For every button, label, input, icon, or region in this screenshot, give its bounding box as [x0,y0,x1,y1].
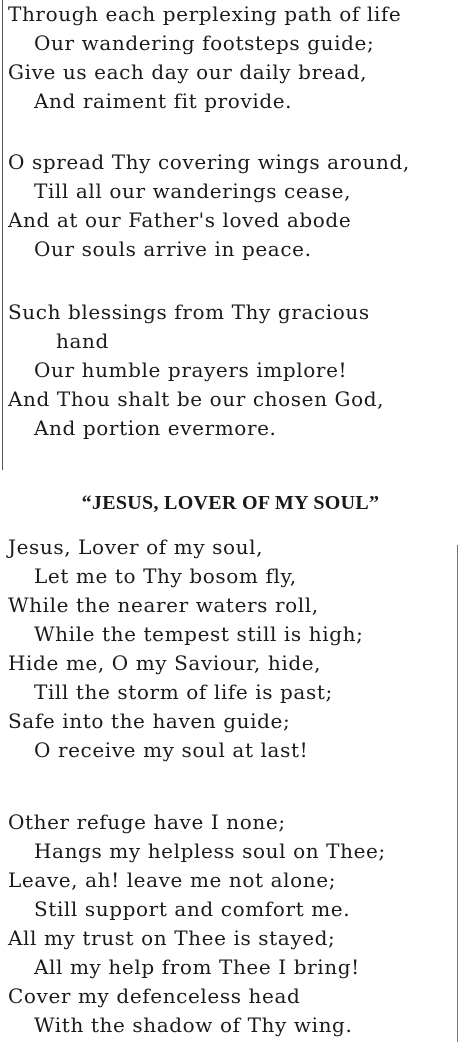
verse-line: Our souls arrive in peace. [34,237,312,261]
verse-line: And at our Father's loved abode [8,208,352,232]
verse-line: While the nearer waters roll, [8,593,319,617]
verse-line: Still support and comfort me. [34,897,351,921]
verse-line: All my trust on Thee is stayed; [8,926,336,950]
verse-line: O spread Thy covering wings around, [8,150,410,174]
verse-line: Our wandering footsteps guide; [34,31,375,55]
column-rule-left [2,0,3,470]
verse-line: With the shadow of Thy wing. [34,1013,353,1037]
hymn2-stanza-1 [8,533,460,765]
verse-line: And Thou shalt be our chosen God, [8,387,385,411]
verse-line: Cover my defenceless head [8,984,301,1008]
verse-line: Till the storm of life is past; [34,680,333,704]
verse-line: hand [56,329,109,353]
verse-line: While the tempest still is high; [34,622,364,646]
hymn1-stanza-3 [8,298,460,443]
hymn2-stanza-2 [8,808,460,1040]
verse-line: Let me to Thy bosom fly, [34,564,297,588]
verse-line: And raiment fit provide. [34,89,293,113]
verse-line: Leave, ah! leave me not alone; [8,868,337,892]
verse-line: O receive my soul at last! [34,738,309,762]
verse-line: All my help from Thee I bring! [34,955,360,979]
verse-line: Give us each day our daily bread, [8,60,368,84]
verse-line: And portion evermore. [34,416,277,440]
verse-line: Hangs my helpless soul on Thee; [34,839,386,863]
verse-line: Through each perplexing path of life [8,2,402,26]
verse-line: Till all our wanderings cease, [34,179,352,203]
verse-line: Other refuge have I none; [8,810,286,834]
verse-line: Jesus, Lover of my soul, [8,535,264,559]
hymn1-stanza-2 [8,148,460,264]
verse-line: Our humble prayers implore! [34,358,348,382]
verse-line: Safe into the haven guide; [8,709,291,733]
hymn1-stanza-1 [8,0,460,116]
verse-line: Such blessings from Thy gracious [8,300,370,324]
hymn-title: “JESUS, LOVER OF MY SOUL” [81,492,380,514]
verse-line: Hide me, O my Saviour, hide, [8,651,322,675]
